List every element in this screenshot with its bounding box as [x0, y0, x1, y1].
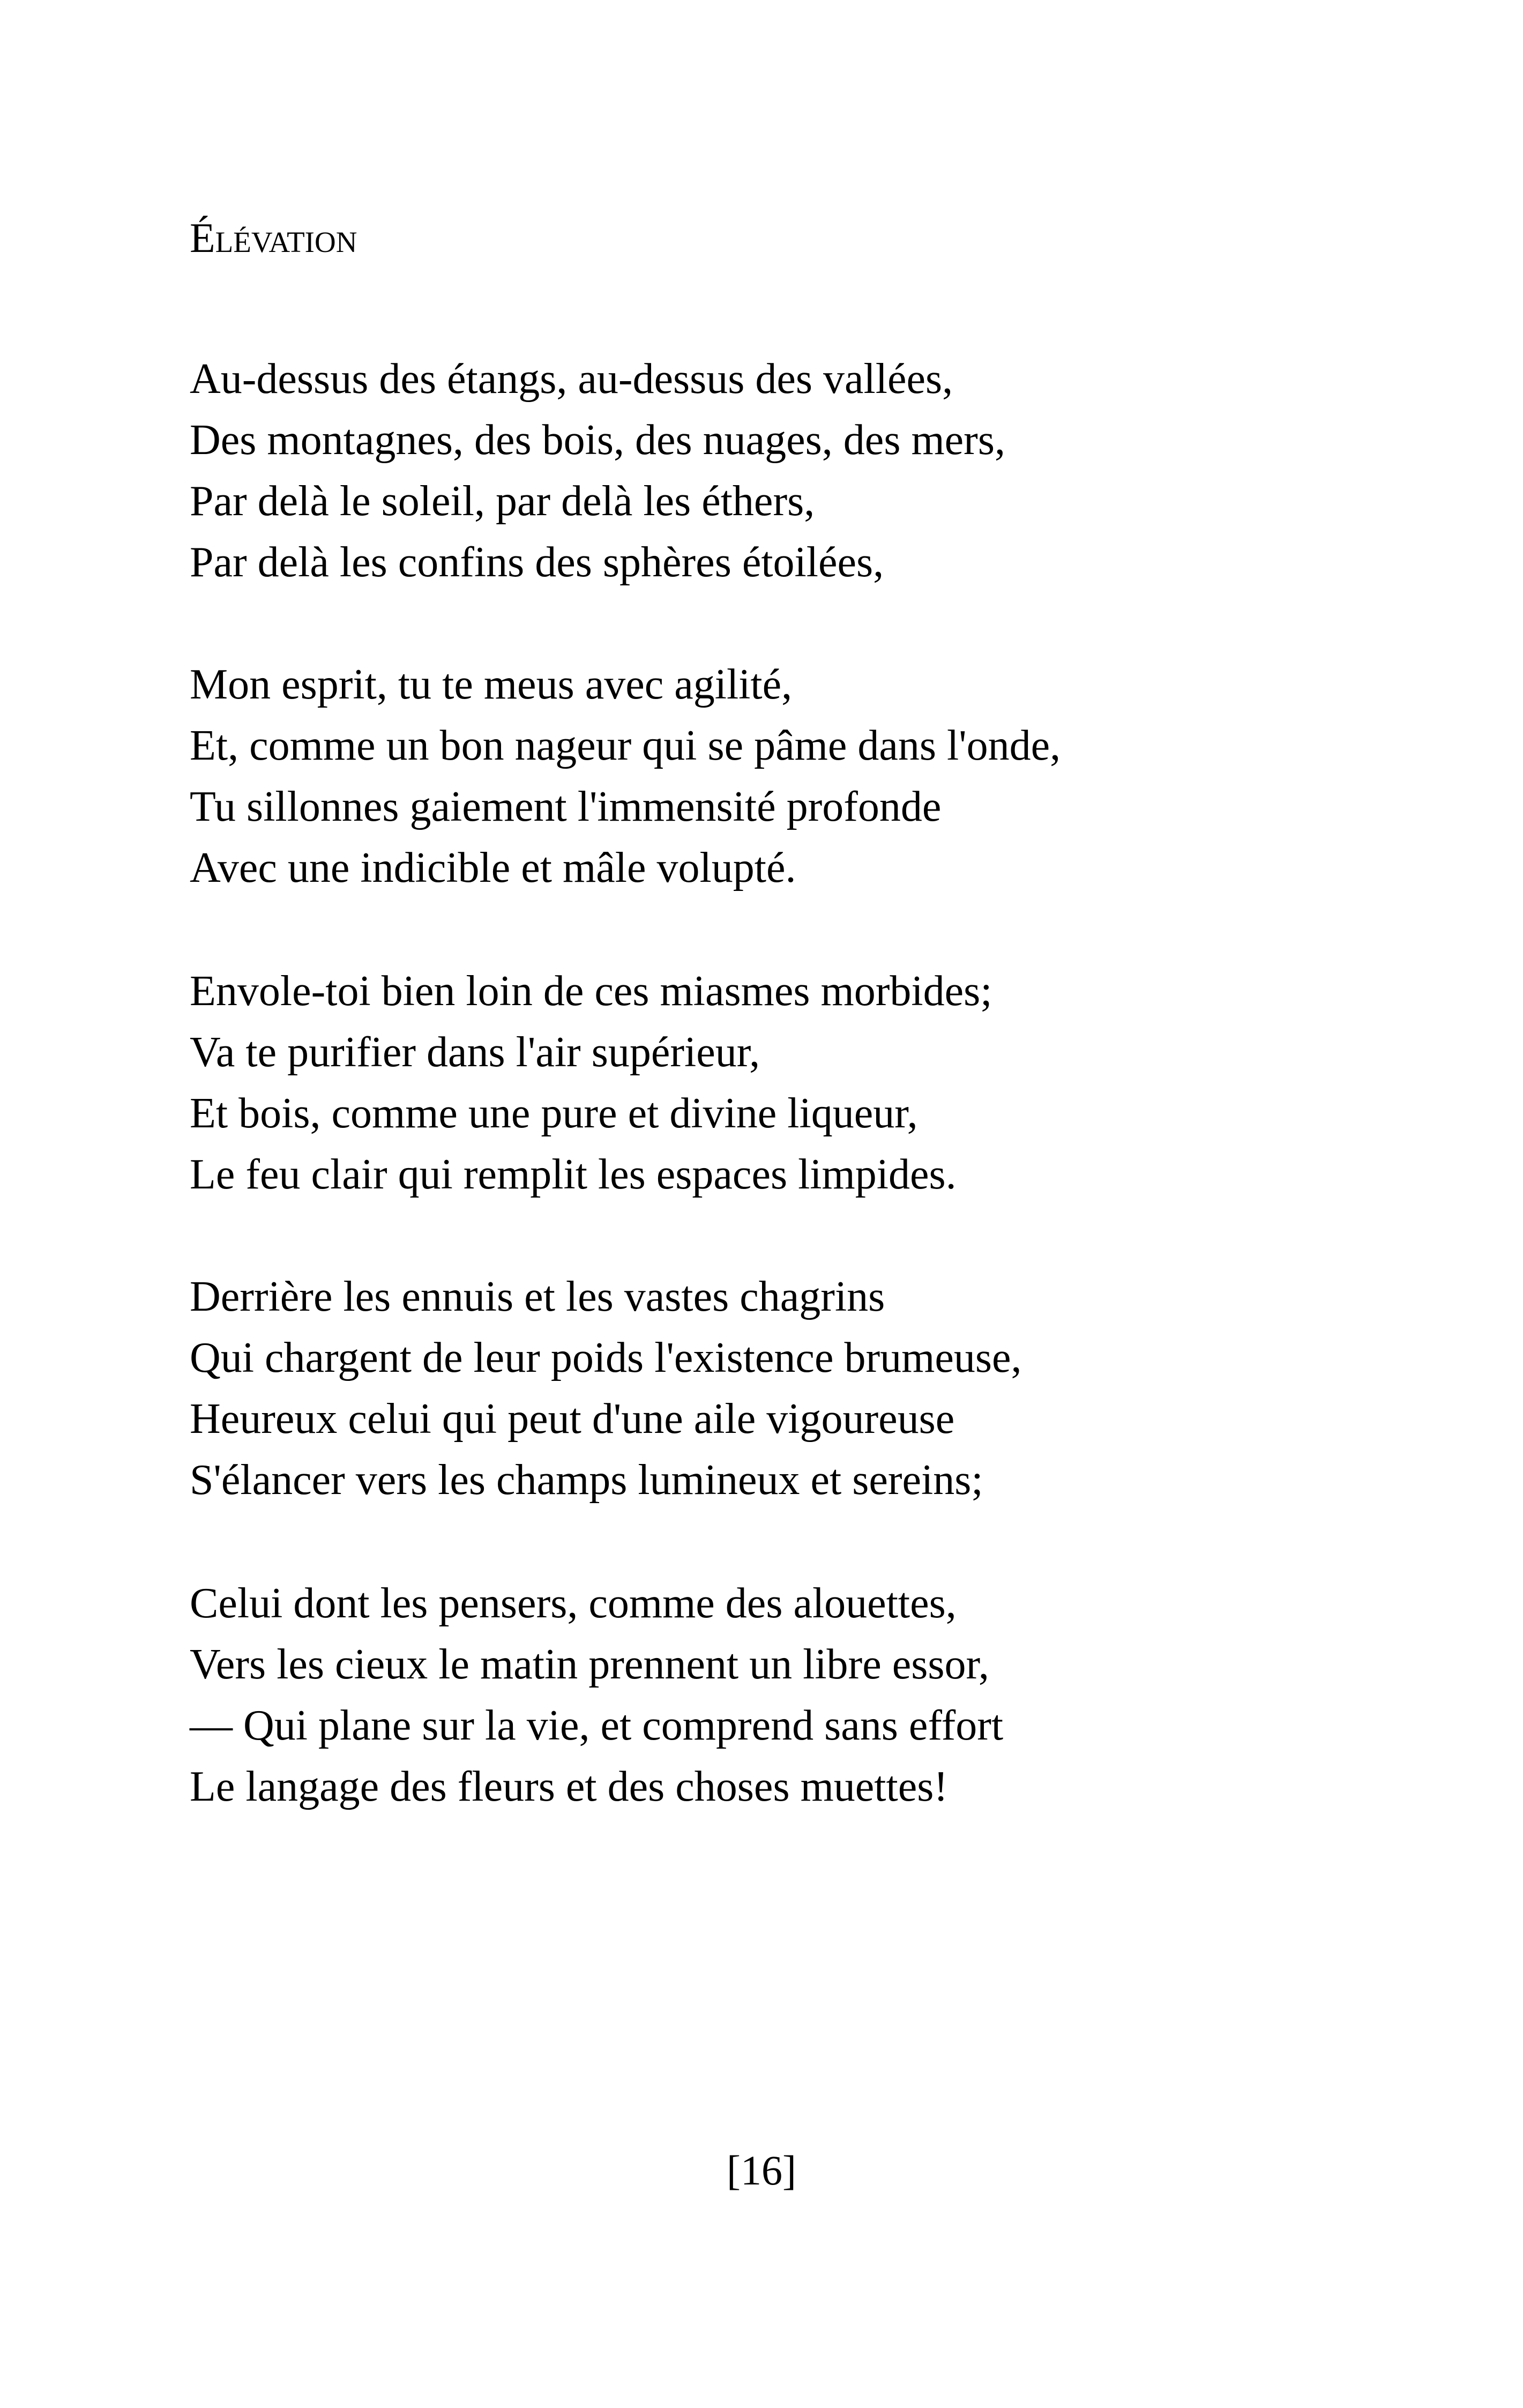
- verse-line: Envole-toi bien loin de ces miasmes morbides;: [190, 968, 992, 1015]
- verse-line: Au-dessus des étangs, au-dessus des vallées,: [190, 355, 953, 403]
- verse-line: Avec une indicible et mâle volupté.: [190, 844, 796, 891]
- verse-line: Va te purifier dans l'air supérieur,: [190, 1029, 760, 1076]
- verse-line: Celui dont les pensers, comme des alouettes,: [190, 1580, 957, 1627]
- verse-line: Qui chargent de leur poids l'existence brumeuse,: [190, 1334, 1022, 1381]
- page-number: [16]: [727, 2147, 796, 2194]
- verse-line: Vers les cieux le matin prennent un libre essor,: [190, 1641, 989, 1688]
- verse-line: Par delà les confins des sphères étoilées,: [190, 539, 884, 586]
- stanza-2: [190, 654, 1061, 898]
- verse-line: Le langage des fleurs et des choses muettes!: [190, 1763, 949, 1810]
- verse-line: Derrière les ennuis et les vastes chagrins: [190, 1273, 885, 1320]
- stanza-1: [190, 348, 1005, 593]
- verse-line: S'élancer vers les champs lumineux et sereins;: [190, 1456, 983, 1504]
- verse-line: — Qui plane sur la vie, et comprend sans effort: [190, 1702, 1004, 1749]
- poem-title: Élévation: [190, 214, 357, 261]
- verse-line: Et, comme un bon nageur qui se pâme dans l'onde,: [190, 722, 1061, 769]
- verse-line: Le feu clair qui remplit les espaces limpides.: [190, 1151, 957, 1198]
- verse-line: Par delà le soleil, par delà les éthers,: [190, 478, 815, 525]
- stanza-3: [190, 961, 992, 1205]
- verse-line: Et bois, comme une pure et divine liqueur,: [190, 1090, 918, 1137]
- verse-line: Des montagnes, des bois, des nuages, des mers,: [190, 417, 1005, 464]
- verse-line: Heureux celui qui peut d'une aile vigoureuse: [190, 1395, 955, 1443]
- verse-line: Tu sillonnes gaiement l'immensité profonde: [190, 783, 942, 830]
- stanza-5: [190, 1573, 1003, 1817]
- stanza-4: [190, 1266, 1021, 1511]
- verse-line: Mon esprit, tu te meus avec agilité,: [190, 661, 793, 708]
